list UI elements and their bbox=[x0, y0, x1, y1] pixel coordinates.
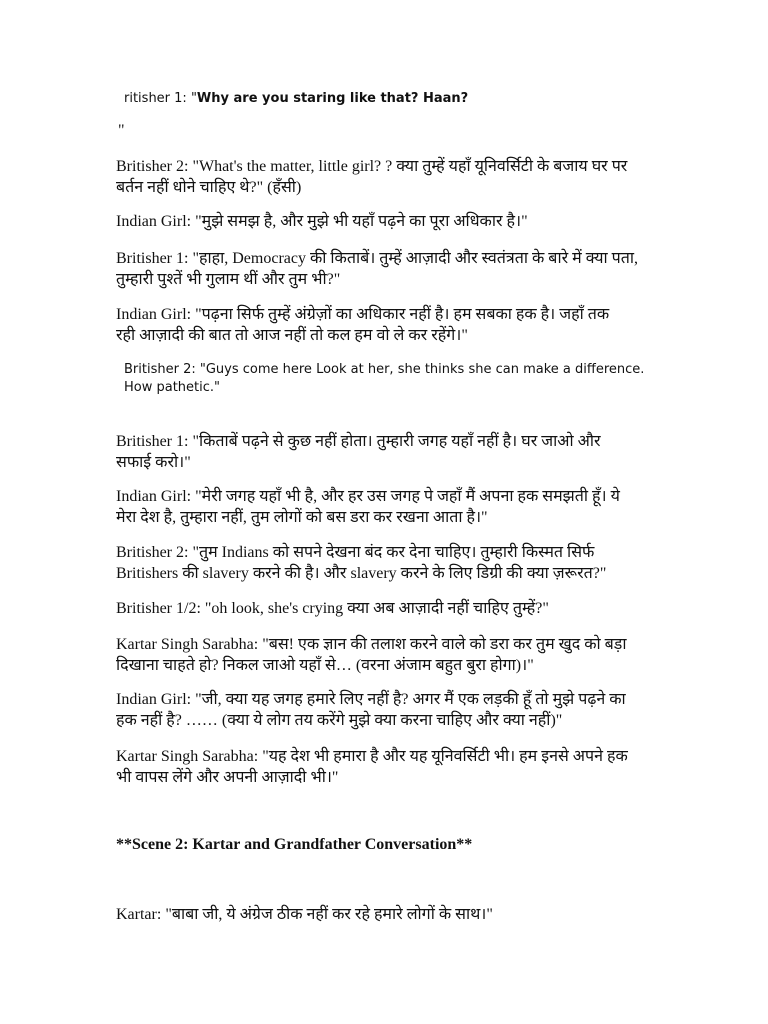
dialogue-line-9: Indian Girl: "मेरी जगह यहाँ भी है, और हर उस जगह पे जहाँ मैं अपना हक समझती हूँ। ये bbox=[116, 488, 620, 505]
dialogue-line-6-cont: रही आज़ादी की बात तो आज नहीं तो कल हम वो ले कर रहेंगे।" bbox=[116, 327, 468, 344]
dialogue-line-13-cont: हक नहीं है? …… (क्या ये लोग तय करेंगे मुझे क्या करना चाहिए और क्या नहीं)" bbox=[116, 712, 563, 729]
dialogue-line-9-cont: मेरा देश है, तुम्हारा नहीं, तुम लोगों को बस डरा कर रखना आता है।" bbox=[116, 509, 488, 526]
dialogue-line-13: Indian Girl: "जी, क्या यह जगह हमारे लिए नहीं है? अगर मैं एक लड़की हूँ तो मुझे पढ़ने का bbox=[116, 691, 626, 708]
dialogue-line-12-cont: दिखाना चाहते हो? निकल जाओ यहाँ से… (वरना अंजाम बहुत बुरा होगा)।" bbox=[116, 657, 534, 674]
dialogue-line-7: Britisher 2: "Guys come here Look at her, she thinks she can make a difference. bbox=[124, 362, 645, 377]
dialogue-line-10: Britisher 2: "तुम Indians को सपने देखना बंद कर देना चाहिए। तुम्हारी किस्मत सिर्फ bbox=[116, 544, 595, 561]
dialogue-line-3: Britisher 2: "What's the matter, little girl? ? क्या तुम्हें यहाँ यूनिवर्सिटी के बजाय घर पर bbox=[116, 158, 628, 175]
dialogue-line-4: Indian Girl: "मुझे समझ है, और मुझे भी यहाँ पढ़ने का पूरा अधिकार है।" bbox=[116, 213, 528, 230]
dialogue-line-14: Kartar Singh Sarabha: "यह देश भी हमारा है और यह यूनिवर्सिटी भी। हम इनसे अपने हक bbox=[116, 748, 628, 765]
dialogue-line-8-cont: सफाई करो।" bbox=[116, 454, 191, 471]
dialogue-line-7-cont: How pathetic." bbox=[124, 380, 221, 395]
dialogue-line-3-cont: बर्तन नहीं धोने चाहिए थे?" (हँसी) bbox=[116, 179, 302, 196]
dialogue-line-12: Kartar Singh Sarabha: "बस! एक ज्ञान की तलाश करने वाले को डरा कर तुम खुद को बड़ा bbox=[116, 636, 627, 653]
dialogue-line-15: Kartar: "बाबा जी, ये अंग्रेज ठीक नहीं कर रहे हमारे लोगों के साथ।" bbox=[116, 906, 493, 923]
dialogue-line-14-cont: भी वापस लेंगे और अपनी आज़ादी भी।" bbox=[116, 769, 339, 786]
dialogue-line-5: Britisher 1: "हाहा, Democracy की किताबें। तुम्हें आज़ादी और स्वतंत्रता के बारे में क्या पता, bbox=[116, 250, 639, 267]
dialogue-line-6: Indian Girl: "पढ़ना सिर्फ तुम्हें अंग्रेज़ों का अधिकार नहीं है। हम सबका हक है। जहाँ तक bbox=[116, 306, 610, 323]
dialogue-line-1: ritisher 1: "Why are you staring like that? Haan? bbox=[124, 91, 469, 106]
scene-heading: **Scene 2: Kartar and Grandfather Conversation** bbox=[116, 836, 473, 853]
dialogue-line-8: Britisher 1: "किताबें पढ़ने से कुछ नहीं होता। तुम्हारी जगह यहाँ नहीं है। घर जाओ और bbox=[116, 433, 601, 450]
dialogue-line-10-cont: Britishers की slavery करने की है। और slavery करने के लिए डिग्री की क्या ज़रूरत?" bbox=[116, 565, 607, 582]
dialogue-line-2: " bbox=[118, 122, 125, 139]
dialogue-line-5-cont: तुम्हारी पुश्तें भी गुलाम थीं और तुम भी?" bbox=[116, 271, 341, 288]
dialogue-line-11: Britisher 1/2: "oh look, she's crying क्या अब आज़ादी नहीं चाहिए तुम्हें?" bbox=[116, 600, 549, 617]
